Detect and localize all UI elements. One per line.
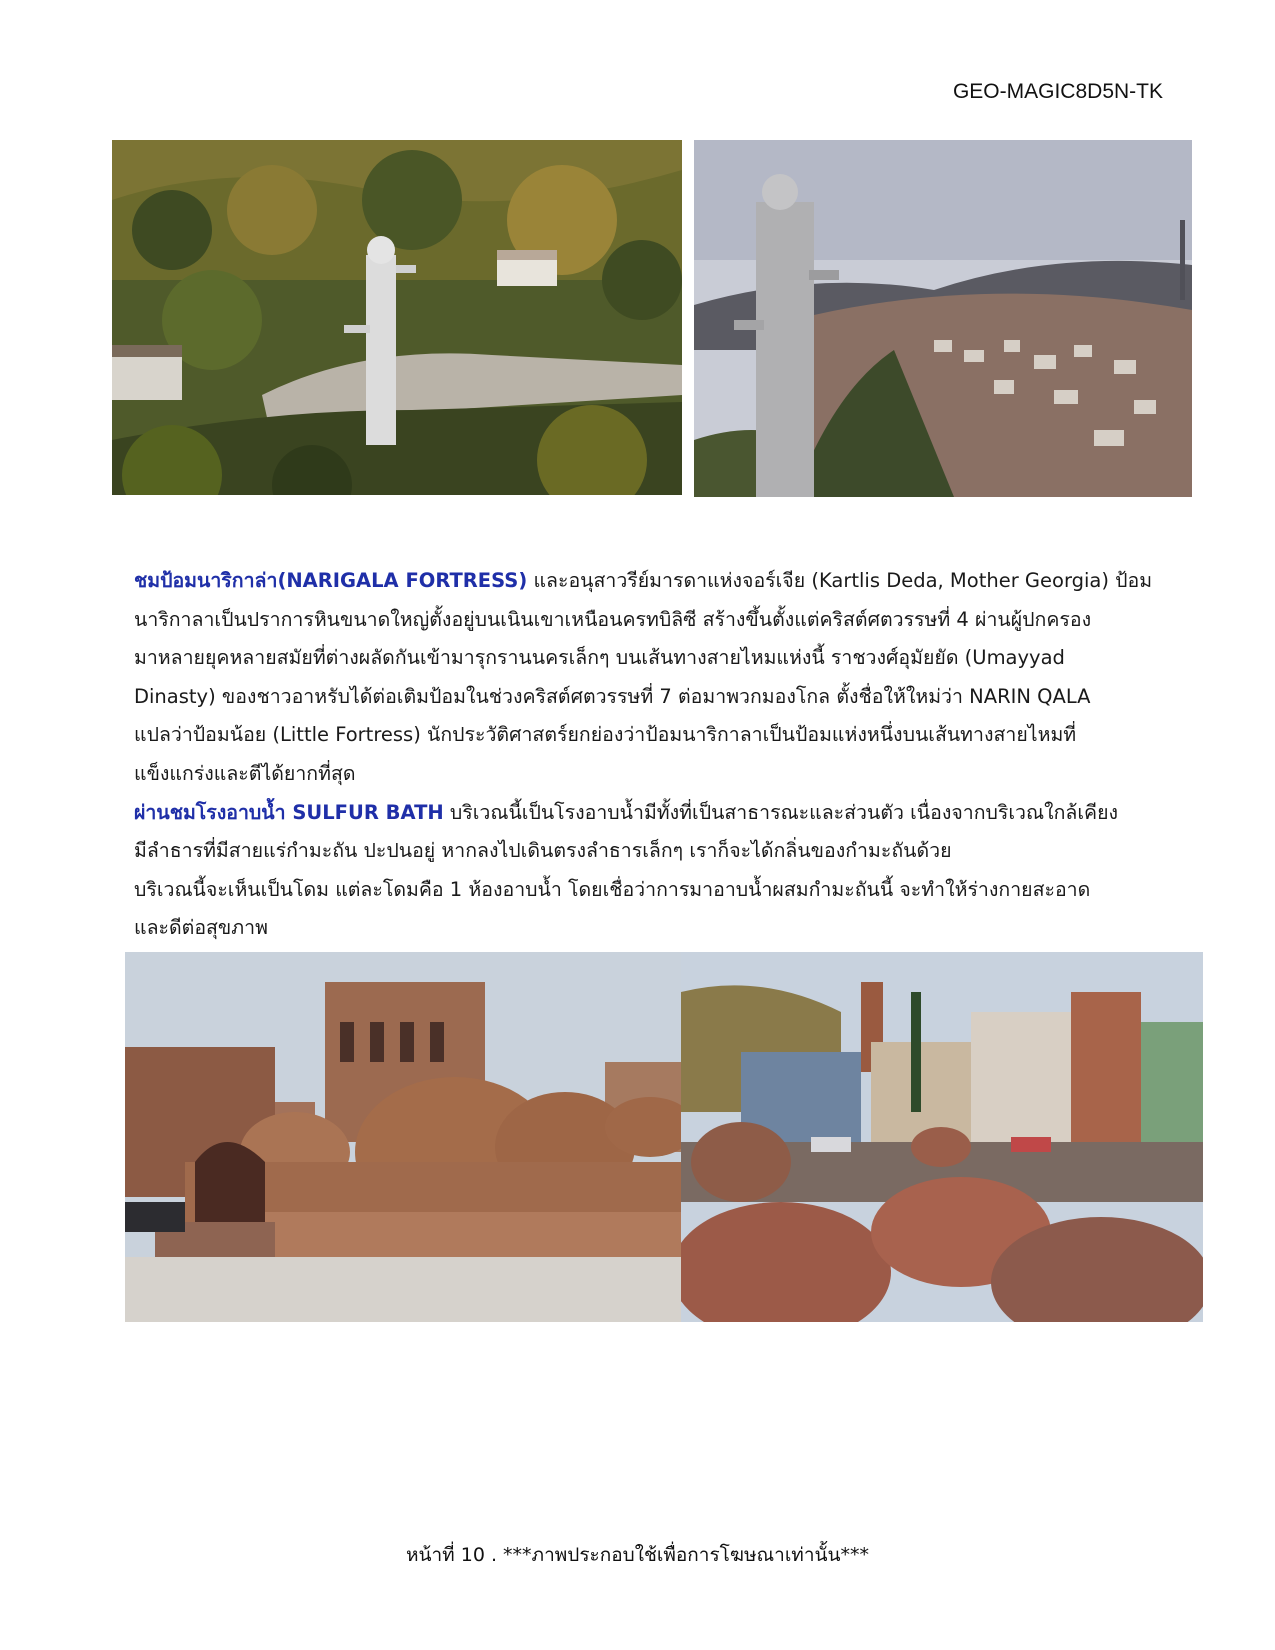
sulfur-bath-building-photo: [125, 952, 681, 1322]
sulfur-line-4: และดีต่อสุขภาพ: [134, 916, 268, 940]
section-sulfur-bath: [134, 794, 1219, 833]
page-footer: หน้าที่ 10 . ***ภาพประกอบใช้เพื่อการโฆษณาเท่านั้น***: [406, 1544, 869, 1566]
sulfur-line-2: มีลำธารที่มีสายแร่กำมะถัน ปะปนอยู่ หากลงไปเดินตรงลำธารเล็กๆ เราก็จะได้กลิ่นของกำมะถันด้วย: [134, 839, 952, 863]
sulfur-line-3: บริเวณนี้จะเห็นเป็นโดม แต่ละโดมคือ 1 ห้องอาบน้ำ โดยเชื่อว่าการมาอาบน้ำผสมกำมะถันนี้ จะทำให้ร่างกายสะอาด: [134, 877, 1091, 901]
description-text: [134, 562, 1219, 948]
narigala-line-1: และอนุสาวรีย์มารดาแห่งจอร์เจีย (Kartlis Deda, Mother Georgia) ป้อม: [527, 569, 1153, 592]
sulfur-line-1: บริเวณนี้เป็นโรงอาบน้ำมีทั้งที่เป็นสาธารณะและส่วนตัว เนื่องจากบริเวณใกล้เคียง: [443, 800, 1119, 824]
narigala-line-6: แข็งแกร่งและตีได้ยากที่สุด: [134, 761, 356, 785]
narigala-line-2: นาริกาลาเป็นปราการหินขนาดใหญ่ตั้งอยู่บนเนินเขาเหนือนครทบิลิซี สร้างขึ้นตั้งแต่คริสต์ศตวรรษที่ 4 ผ่านผู้ปกครอง: [134, 607, 1092, 631]
narigala-line-3: มาหลายยุคหลายสมัยที่ต่างผลัดกันเข้ามารุกรานนครเล็กๆ บนเส้นทางสายไหมแห่งนี้ ราชวงศ์อุมัยยัด (Umayyad: [134, 646, 1065, 670]
sulfur-bath-heading: ผ่านชมโรงอาบน้ำ SULFUR BATH: [134, 800, 444, 824]
narigala-heading: ชมป้อมนาริกาล่า(NARIGALA FORTRESS): [134, 569, 528, 592]
narigala-line-5: แปลว่าป้อมน้อย (Little Fortress) นักประวัติศาสตร์ยกย่องว่าป้อมนาริกาลาเป็นป้อมแห่งหนึ่งบนเส้นทางสายไหมที่: [134, 723, 1077, 747]
document-code: GEO-MAGIC8D5N-TK: [952, 80, 1163, 103]
sulfur-bath-domes-photo: [681, 952, 1203, 1322]
section-narigala: [134, 562, 1219, 601]
narigala-line-4: Dinasty) ของชาวอาหรับได้ต่อเติมป้อมในช่วงคริสต์ศตวรรษที่ 7 ต่อมาพวกมองโกล ตั้งชื่อให้ใหม่ว่า NARIN QALA: [134, 684, 1091, 708]
mother-georgia-city-photo: [694, 140, 1192, 497]
mother-georgia-aerial-photo: [112, 140, 682, 495]
